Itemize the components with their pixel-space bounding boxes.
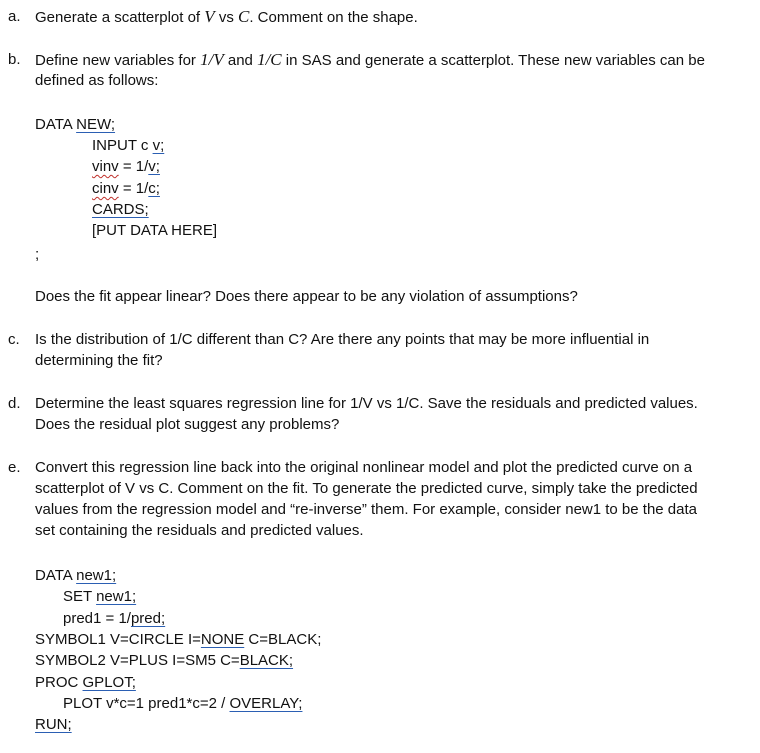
code2-pred-line: pred1 = 1/pred; [63, 610, 166, 627]
code1-putdata-line: [PUT DATA HERE] [92, 222, 218, 239]
var-inv-v: 1/V [200, 50, 224, 69]
var-v: V [204, 7, 215, 26]
code1-data-line: DATA NEW; [35, 116, 116, 133]
code1-input-line: INPUT c v; [92, 137, 165, 154]
item-e-line1: Convert this regression line back into the original nonlinear model and plot the predicted curve on a [35, 459, 693, 476]
item-e-line3: values from the regression model and “re-inverse” them. For example, consider new1 to be the data [35, 501, 697, 518]
code2-plot-line: PLOT v*c=1 pred1*c=2 / OVERLAY; [63, 695, 303, 712]
item-e-line2: scatterplot of V vs C. Comment on the fit. To generate the predicted curve, simply take the predicted [35, 480, 698, 497]
code2-proc-line: PROC GPLOT; [35, 674, 136, 691]
item-c-line2: determining the fit? [35, 352, 163, 369]
item-e-line4: set containing the residuals and predicted values. [35, 522, 364, 539]
code1-vinv-line: vinv = 1/v; [92, 158, 160, 175]
code2-symbol1-line: SYMBOL1 V=CIRCLE I=NONE C=BLACK; [35, 631, 322, 648]
item-b-marker: b. [8, 51, 21, 68]
item-d-marker: d. [8, 395, 21, 412]
item-d-line1: Determine the least squares regression line for 1/V vs 1/C. Save the residuals and predicted values. [35, 395, 698, 412]
var-c: C [238, 7, 250, 26]
code2-symbol2-line: SYMBOL2 V=PLUS I=SM5 C=BLACK; [35, 652, 294, 669]
item-b-question: Does the fit appear linear? Does there appear to be any violation of assumptions? [35, 288, 578, 305]
code1-cinv-line: cinv = 1/c; [92, 180, 160, 197]
item-b-line2: defined as follows: [35, 72, 159, 89]
code1-cards-line: CARDS; [92, 201, 149, 218]
item-e-marker: e. [8, 459, 21, 476]
code1-semicolon: ; [35, 246, 40, 263]
item-b-text: Define new variables for 1/V and 1/C in SAS and generate a scatterplot. These new variables can be [35, 50, 705, 69]
item-a-marker: a. [8, 8, 21, 25]
code2-data-line: DATA new1; [35, 567, 117, 584]
var-inv-c: 1/C [257, 50, 282, 69]
code2-run-line: RUN; [35, 716, 72, 733]
item-c-line1: Is the distribution of 1/C different than C? Are there any points that may be more influential in [35, 331, 650, 348]
code2-set-line: SET new1; [63, 588, 137, 605]
item-c-marker: c. [8, 331, 20, 348]
item-d-line2: Does the residual plot suggest any problems? [35, 416, 340, 433]
item-a-text: Generate a scatterplot of V vs C. Comment on the shape. [35, 7, 418, 26]
